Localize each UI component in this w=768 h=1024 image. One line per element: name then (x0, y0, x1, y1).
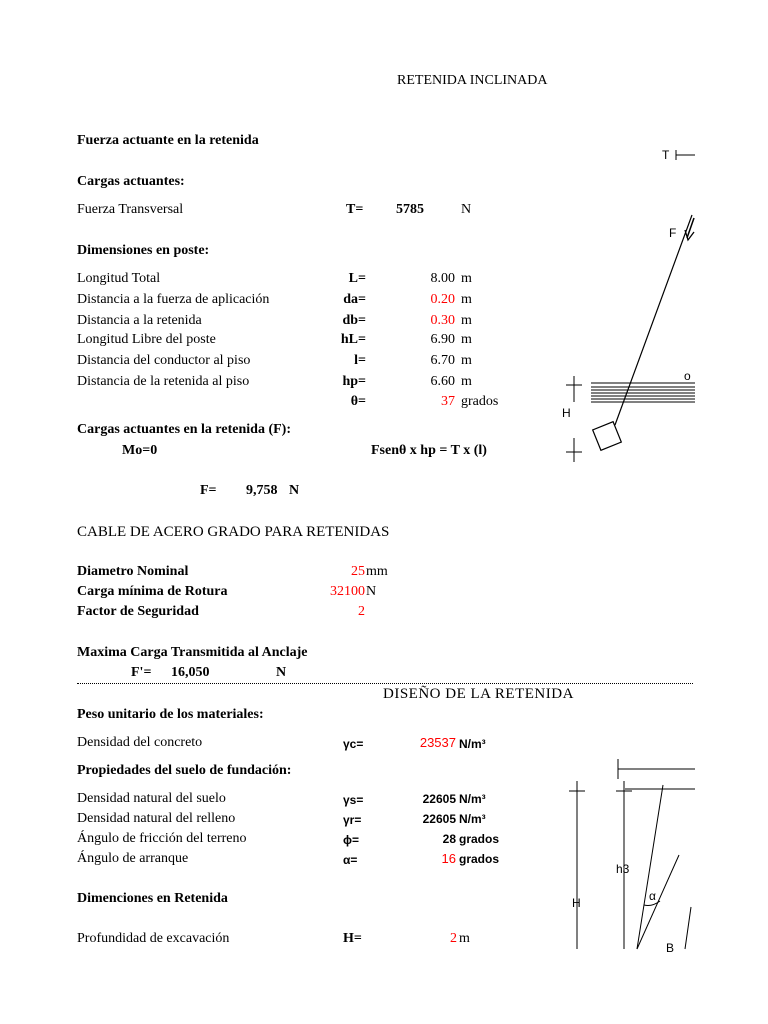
section-cargas-retenida: Cargas actuantes en la retenida (F): (77, 422, 291, 437)
dim-unit: m (461, 332, 472, 347)
dim-unit: m (461, 292, 472, 307)
concreto-value: 23537 (419, 735, 456, 750)
dim-value: 37 (441, 394, 455, 409)
excavacion-diagram (555, 755, 695, 1024)
profundidad-value: 2 (450, 931, 457, 946)
section-cargas-actuantes: Cargas actuantes: (77, 174, 185, 189)
dim-symbol: L= (348, 271, 366, 286)
concreto-label: Densidad del concreto (77, 735, 203, 750)
section-dimenciones-retenida: Dimenciones en Retenida (77, 891, 228, 906)
dim-label: Longitud Total (77, 271, 161, 286)
suelo-value: 16 (441, 851, 456, 866)
suelo-symbol: ϕ= (343, 833, 360, 847)
suelo-unit: grados (459, 852, 500, 866)
retenida-diagram (555, 140, 695, 470)
dim-symbol: hL= (340, 332, 366, 347)
moment-equation: Mo=0 (122, 443, 158, 458)
suelo-symbol: α= (343, 853, 358, 867)
diagram-b-label: B (666, 941, 675, 955)
diagram-t-label: T (662, 148, 670, 162)
dim-value: 8.00 (430, 271, 455, 286)
profundidad-unit: m (459, 931, 470, 946)
cable-label: Carga mínima de Rotura (77, 584, 228, 599)
page-title: RETENIDA INCLINADA (397, 73, 548, 88)
diagram-h-label-2: H (572, 896, 581, 910)
dim-symbol: db= (342, 313, 366, 328)
suelo-unit: grados (459, 832, 500, 846)
divider (77, 683, 693, 684)
suelo-label: Ángulo de fricción del terreno (77, 831, 247, 846)
fprime-unit: N (276, 665, 287, 680)
suelo-label: Densidad natural del relleno (77, 811, 236, 826)
fuerza-transversal-value: 5785 (396, 202, 424, 217)
anchor-block (593, 422, 622, 451)
force-arrow (687, 218, 694, 238)
profundidad-label: Profundidad de excavación (77, 931, 230, 946)
dim-value: 0.30 (430, 313, 455, 328)
diagram-alpha-label: α (649, 889, 656, 903)
dim-unit: m (461, 313, 472, 328)
f-label: F= (200, 483, 217, 498)
diagram-o-label: o (684, 369, 691, 383)
dim-unit: grados (461, 394, 499, 409)
suelo-value: 28 (442, 832, 456, 846)
cable-value: 32100 (330, 584, 365, 599)
diagram-h-label: H (562, 406, 571, 420)
dim-symbol: hp= (342, 374, 366, 389)
ground-lines (591, 383, 695, 402)
dim-unit: m (461, 374, 472, 389)
fuerza-transversal-unit: N (461, 202, 472, 217)
diagram-h3-label: h3 (616, 862, 630, 876)
dim-symbol: θ= (350, 394, 366, 409)
dim-value: 6.70 (430, 353, 455, 368)
dim-unit: m (461, 353, 472, 368)
cable-value: 2 (358, 604, 365, 619)
f-value: 9,758 (246, 483, 278, 498)
dim-label: Distancia a la retenida (77, 313, 202, 328)
section-cable: CABLE DE ACERO GRADO PARA RETENIDAS (77, 524, 390, 540)
suelo-unit: N/m³ (459, 792, 486, 806)
section-maxima-carga: Maxima Carga Transmitida al Anclaje (77, 645, 308, 660)
section-fuerza-actuante: Fuerza actuante en la retenida (77, 133, 259, 148)
section-diseno: DISEÑO DE LA RETENIDA (383, 686, 574, 702)
section-peso-unitario: Peso unitario de los materiales: (77, 707, 264, 722)
dim-label: Longitud Libre del poste (77, 332, 216, 347)
suelo-symbol: γr= (343, 813, 362, 827)
dim-unit: m (461, 271, 472, 286)
suelo-value: 22605 (422, 792, 456, 806)
f-unit: N (289, 483, 300, 498)
cable-label: Diametro Nominal (77, 564, 189, 579)
force-formula: Fsenθ x hp = T x (l) (371, 443, 487, 458)
suelo-value: 22605 (422, 812, 456, 826)
suelo-symbol: γs= (343, 793, 364, 807)
dim-value: 0.20 (430, 292, 455, 307)
dim-value: 6.60 (430, 374, 455, 389)
dim-label: Distancia de la retenida al piso (77, 374, 250, 389)
fuerza-transversal-symbol: T= (346, 202, 364, 217)
dim-symbol: da= (343, 292, 366, 307)
cable-unit: N (366, 584, 377, 599)
dim-symbol: l= (354, 353, 366, 368)
cable-unit: mm (366, 564, 388, 579)
profundidad-symbol: H= (343, 931, 362, 946)
concreto-symbol: γc= (343, 737, 364, 751)
dim-value: 6.90 (430, 332, 455, 347)
section-suelo: Propiedades del suelo de fundación: (77, 763, 292, 778)
cable-label: Factor de Seguridad (77, 604, 199, 619)
fprime-value: 16,050 (171, 665, 210, 680)
section-dimensiones-poste: Dimensiones en poste: (77, 243, 210, 258)
fprime-label: F'= (131, 665, 152, 680)
suelo-label: Densidad natural del suelo (77, 791, 226, 806)
cable-value: 25 (351, 564, 365, 579)
suelo-unit: N/m³ (459, 812, 486, 826)
concreto-unit: N/m³ (459, 737, 486, 751)
suelo-label: Ángulo de arranque (77, 851, 189, 866)
dim-label: Distancia a la fuerza de aplicación (77, 292, 270, 307)
diagram-f-label: F (669, 226, 677, 240)
dim-label: Distancia del conductor al piso (77, 353, 251, 368)
fuerza-transversal-label: Fuerza Transversal (77, 202, 184, 217)
